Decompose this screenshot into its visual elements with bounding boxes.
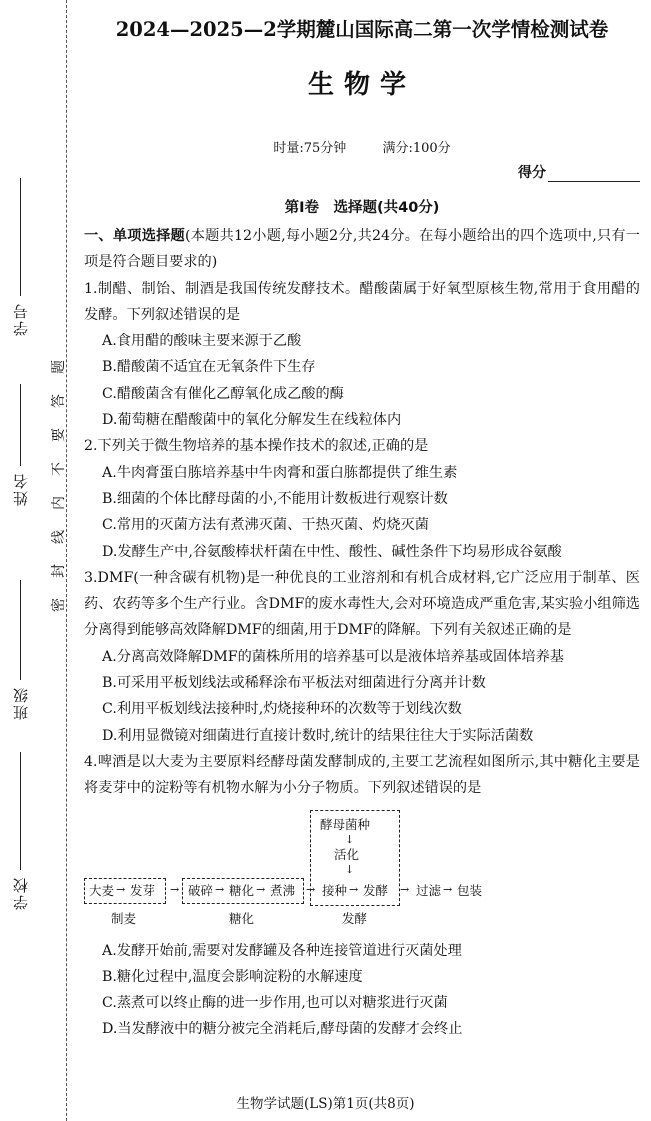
school-field[interactable] <box>6 752 34 910</box>
option-d[interactable]: D.当发酵液中的糖分被完全消耗后,酵母菌的发酵才会终止 <box>102 1021 463 1038</box>
arrow-right-icon: → <box>215 882 225 896</box>
volume-title: 第Ⅰ卷 选择题(共40分) <box>284 200 440 216</box>
option-a[interactable]: A.分离高效降解DMF的菌株所用的培养基可以是液体培养基或固体培养基 <box>102 648 564 665</box>
question-3 <box>84 565 640 749</box>
exam-time: 时量:75分钟 <box>273 141 347 156</box>
option-b[interactable]: B.细菌的个体比酵母菌的小,不能用计数板进行观察计数 <box>102 490 448 507</box>
arrow-right-icon: → <box>349 882 359 896</box>
seal-warning-char: 不 <box>51 462 67 476</box>
node-barley: 大麦 <box>89 882 115 898</box>
node-filter: 过滤 <box>416 882 442 898</box>
question-2 <box>84 433 640 564</box>
seal-dashed-line <box>66 0 67 1121</box>
arrow-right-icon: → <box>400 882 410 896</box>
name-field[interactable] <box>6 384 34 506</box>
arrow-down-icon: ↓ <box>345 862 355 876</box>
node-boil: 煮沸 <box>270 882 296 898</box>
school-label: 学校 <box>11 876 30 910</box>
option-b[interactable]: B.醋酸菌不适宜在无氧条件下生存 <box>102 359 316 376</box>
option-d[interactable]: D.发酵生产中,谷氨酸棒状杆菌在中性、酸性、碱性条件下均易形成谷氨酸 <box>102 543 562 560</box>
option-c[interactable]: C.常用的灭菌方法有煮沸灭菌、干热灭菌、灼烧灭菌 <box>102 517 429 534</box>
score-field[interactable] <box>84 162 640 182</box>
stage-label-malting: 制麦 <box>111 910 137 926</box>
exam-full-score: 满分:100分 <box>382 141 451 156</box>
seal-warning-char: 密 <box>51 598 67 612</box>
seal-warning-char: 答 <box>51 394 67 408</box>
arrow-right-icon: → <box>306 882 316 896</box>
stage-label-saccharification: 糖化 <box>229 910 255 926</box>
school-blank[interactable] <box>20 752 21 870</box>
student-number-label: 学号 <box>11 302 30 336</box>
name-label: 姓名 <box>11 472 30 506</box>
option-b[interactable]: B.可采用平板划线法或稀释涂布平板法对细菌进行分离并计数 <box>102 675 486 692</box>
option-c[interactable]: C.醋酸菌含有催化乙醇氧化成乙酸的酶 <box>102 385 344 402</box>
stage-label-fermentation: 发酵 <box>342 910 368 926</box>
node-package: 包装 <box>457 882 483 898</box>
exam-page <box>84 14 640 1043</box>
question-stem: 1.制醋、制饴、制酒是我国传统发酵技术。醋酸菌属于好氧型原核生物,常用于食用醋的发酵。下列叙述错误的是 <box>84 280 640 323</box>
arrow-right-icon: → <box>256 882 266 896</box>
node-activation: 活化 <box>334 846 360 862</box>
question-4 <box>84 749 640 1043</box>
student-number-blank[interactable] <box>20 178 21 296</box>
student-number-field[interactable] <box>6 178 34 336</box>
class-label: 班级 <box>11 686 30 720</box>
node-ferment: 发酵 <box>363 882 389 898</box>
name-blank[interactable] <box>20 384 21 466</box>
option-a[interactable]: A.食用醋的酸味主要来源于乙酸 <box>102 333 302 350</box>
brewing-flow-diagram <box>84 804 640 938</box>
seal-warning-char: 题 <box>51 360 67 374</box>
class-field[interactable] <box>6 580 34 720</box>
arrow-down-icon: ↓ <box>345 832 355 846</box>
question-stem: 2.下列关于微生物培养的基本操作技术的叙述,正确的是 <box>84 438 429 455</box>
binding-strip <box>0 0 80 1121</box>
arrow-right-icon: → <box>170 882 180 896</box>
seal-warning-char: 内 <box>51 496 67 510</box>
seal-warning-char: 线 <box>51 530 67 544</box>
option-a[interactable]: A.发酵开始前,需要对发酵罐及各种连接管道进行灭菌处理 <box>102 942 462 959</box>
arrow-right-icon: → <box>443 882 453 896</box>
class-blank[interactable] <box>20 580 21 680</box>
page-footer: 生物学试题(LS)第1页(共8页) <box>236 1096 415 1112</box>
question-stem: 4.啤酒是以大麦为主要原料经酵母菌发酵制成的,主要工艺流程如图所示,其中糖化主要是将麦芽中的淀粉等有机物水解为小分子物质。下列叙述错误的是 <box>84 753 640 797</box>
node-malt: 发芽 <box>130 882 156 898</box>
option-d[interactable]: D.葡萄糖在醋酸菌中的氧化分解发生在线粒体内 <box>102 412 402 429</box>
option-d[interactable]: D.利用显微镜对细菌进行直接计数时,统计的结果往往大于实际活菌数 <box>102 727 534 744</box>
section-heading: 一、单项选择题 <box>84 228 185 244</box>
option-b[interactable]: B.糖化过程中,温度会影响淀粉的水解速度 <box>102 968 363 985</box>
exam-meta <box>84 137 640 156</box>
arrow-right-icon: → <box>116 882 126 896</box>
subject-title: 生物学 <box>307 70 416 100</box>
option-c[interactable]: C.蒸煮可以终止酶的进一步作用,也可以对糖浆进行灭菌 <box>102 995 448 1012</box>
seal-warning-char: 封 <box>51 564 67 578</box>
seal-warning-char: 要 <box>51 428 67 442</box>
section-instructions <box>84 223 640 276</box>
node-crush: 破碎 <box>188 882 214 898</box>
node-saccharify: 糖化 <box>229 882 255 898</box>
section-rules: (本题共12小题,每小题2分,共24分。在每小题给出的四个选项中,只有一项是符合题目要求的) <box>84 228 640 271</box>
option-a[interactable]: A.牛肉膏蛋白胨培养基中牛肉膏和蛋白胨都提供了维生素 <box>102 464 458 481</box>
node-yeast: 酵母菌种 <box>320 816 371 832</box>
exam-title: 2024—2025—2学期麓山国际高二第一次学情检测试卷 <box>115 18 609 41</box>
question-stem: 3.DMF(一种含碳有机物)是一种优良的工业溶剂和有机合成材料,它广泛应用于制革、医药、农药等多个生产行业。含DMF的废水毒性大,会对环境造成严重危害,某实验小组筛选分离得到能够高效降解DMF的细菌,用于DMF的降解。下列有关叙述正确的是 <box>84 569 640 639</box>
option-c[interactable]: C.利用平板划线法接种时,灼烧接种环的次数等于划线次数 <box>102 701 462 718</box>
node-inoculate: 接种 <box>322 882 348 898</box>
question-1 <box>84 276 640 434</box>
score-blank[interactable] <box>548 168 640 182</box>
score-label: 得分 <box>518 165 546 181</box>
